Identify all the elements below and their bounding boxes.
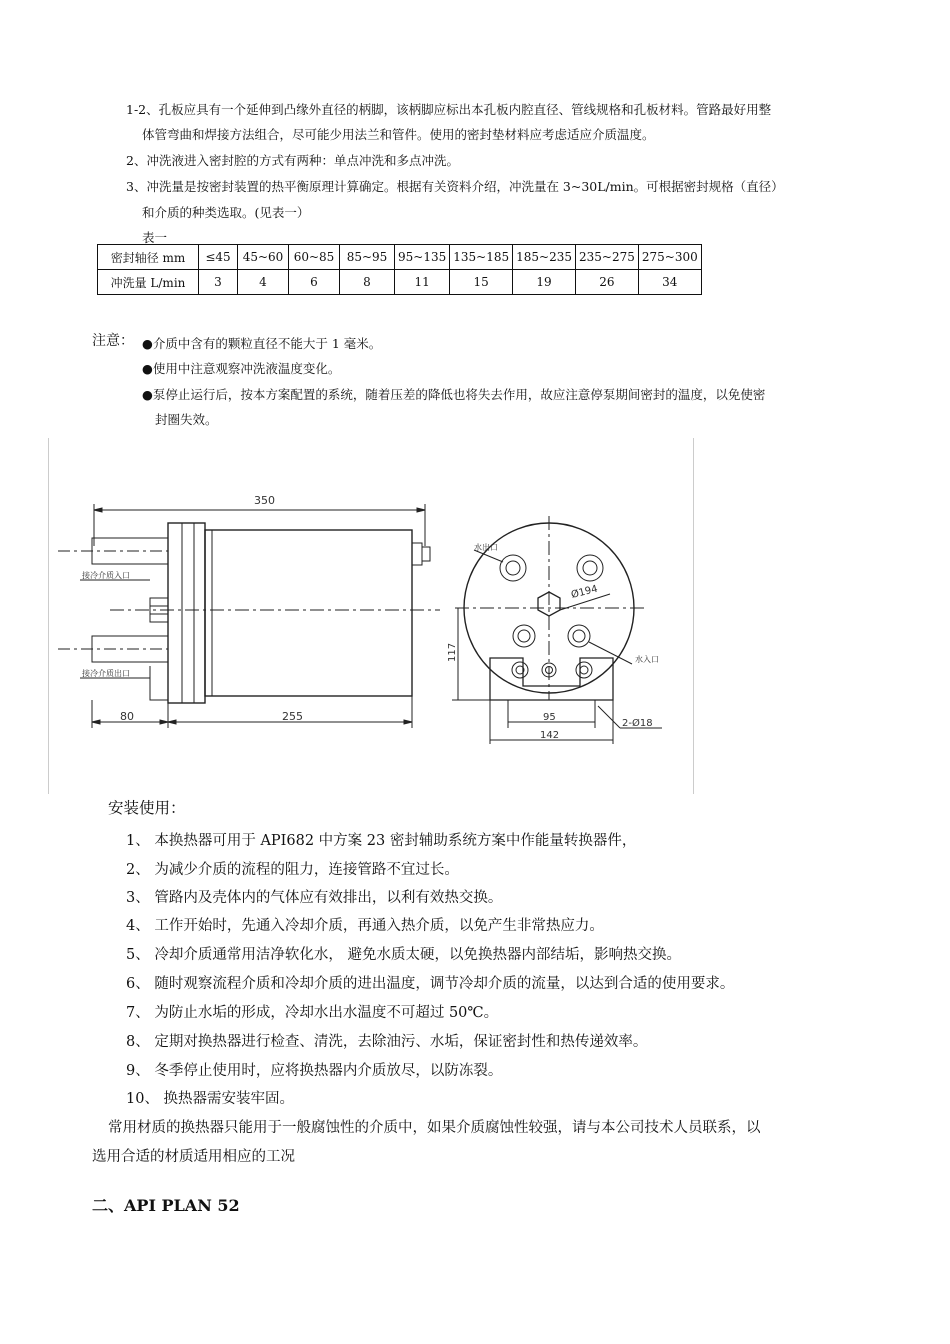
label-outlet: 接冷介质出口 <box>82 669 130 678</box>
table-cell: 235~275 <box>575 245 638 270</box>
install-item: 3、 管路内及壳体内的气体应有效排出，以利有效热交换。 <box>126 890 503 906</box>
dim-80: 80 <box>120 710 134 723</box>
label-water-in: 水入口 <box>635 655 659 664</box>
table-row <box>98 245 702 270</box>
note-2: ●使用中注意观察冲洗液温度变化。 <box>142 361 341 376</box>
closing-line1: 常用材质的换热器只能用于一般腐蚀性的介质中，如果介质腐蚀性较强，请与本公司技术人员联系，以 <box>108 1120 761 1136</box>
table-cell: 密封轴径 mm <box>98 245 199 270</box>
table-cell: 26 <box>575 270 638 295</box>
table-cell: 6 <box>289 270 340 295</box>
table-cell: 135~185 <box>450 245 513 270</box>
table-cell: 8 <box>340 270 395 295</box>
table-cell: 275~300 <box>638 245 701 270</box>
table-cell: 4 <box>238 270 289 295</box>
dim-holes: 2-Ø18 <box>622 718 653 729</box>
notes-label: 注意： <box>92 333 134 349</box>
table-cell: 95~135 <box>395 245 450 270</box>
intro-p1-line2: 体管弯曲和焊接方法组合，尽可能少用法兰和管件。使用的密封垫材料应考虑适应介质温度。 <box>142 127 655 142</box>
install-item: 4、 工作开始时，先通入冷却介质，再通入热介质，以免产生非常热应力。 <box>126 918 604 934</box>
intro-p3-line1: 3、冲洗量是按密封装置的热平衡原理计算确定。根据有关资料介绍，冲洗量在 3~30L/min。可根据密封规格（直径） <box>126 179 784 194</box>
label-inlet: 接冷介质入口 <box>82 571 130 580</box>
install-item: 5、 冷却介质通常用洁净软化水， 避免水质太硬，以免换热器内部结垢，影响热交换。 <box>126 947 681 963</box>
dim-350: 350 <box>254 494 275 507</box>
table-cell: 60~85 <box>289 245 340 270</box>
note-3-line2: 封圈失效。 <box>155 412 218 427</box>
flush-rate-table <box>97 244 702 295</box>
table-cell: 15 <box>450 270 513 295</box>
install-item: 1、 本换热器可用于 API682 中方案 23 密封辅助系统方案中作能量转换器件， <box>126 833 637 849</box>
table-cell: 冲洗量 L/min <box>98 270 199 295</box>
dim-117: 117 <box>447 642 458 662</box>
closing-line2: 选用合适的材质适用相应的工况 <box>92 1149 295 1165</box>
dim-142: 142 <box>540 730 560 741</box>
install-title: 安装使用： <box>108 799 186 817</box>
table-cell: 3 <box>199 270 238 295</box>
table-cell: 45~60 <box>238 245 289 270</box>
table-cell: 185~235 <box>513 245 576 270</box>
install-item: 9、 冬季停止使用时，应将换热器内介质放尽，以防冻裂。 <box>126 1063 503 1079</box>
note-3-line1: ●泵停止运行后，按本方案配置的系统，随着压差的降低也将失去作用，故应注意停泵期间密封的温度，以免使密 <box>142 387 766 402</box>
table-row <box>98 270 702 295</box>
install-item: 8、 定期对换热器进行检查、清洗，去除油污、水垢，保证密封性和热传递效率。 <box>126 1034 648 1050</box>
dim-95: 95 <box>543 712 556 723</box>
table-cell: 11 <box>395 270 450 295</box>
heat-exchanger-drawing <box>0 438 700 794</box>
dim-d194: Ø194 <box>570 583 599 601</box>
table-cell: 85~95 <box>340 245 395 270</box>
dim-255: 255 <box>282 710 303 723</box>
install-item: 6、 随时观察流程介质和冷却介质的进出温度，调节冷却介质的流量，以达到合适的使用要求。 <box>126 976 735 992</box>
section-2-title: 二、API PLAN 52 <box>92 1196 240 1215</box>
table-caption: 表一 <box>142 230 168 245</box>
table-cell: 34 <box>638 270 701 295</box>
label-water-out: 水出口 <box>474 543 498 552</box>
intro-p3-line2: 和介质的种类选取。(见表一） <box>142 205 310 220</box>
intro-p2: 2、冲洗液进入密封腔的方式有两种：单点冲洗和多点冲洗。 <box>126 153 459 168</box>
note-1: ●介质中含有的颗粒直径不能大于 1 毫米。 <box>142 336 382 351</box>
install-item: 10、 换热器需安装牢固。 <box>126 1091 295 1107</box>
install-item: 7、 为防止水垢的形成，冷却水出水温度不可超过 50℃。 <box>126 1005 499 1021</box>
intro-p1-line1: 1-2、孔板应具有一个延伸到凸缘外直径的柄脚，该柄脚应标出本孔板内腔直径、管线规格和孔板材料。管路最好用整 <box>126 102 772 117</box>
table-cell: 19 <box>513 270 576 295</box>
install-item: 2、 为减少介质的流程的阻力，连接管路不宜过长。 <box>126 862 459 878</box>
table-cell: ≤45 <box>199 245 238 270</box>
